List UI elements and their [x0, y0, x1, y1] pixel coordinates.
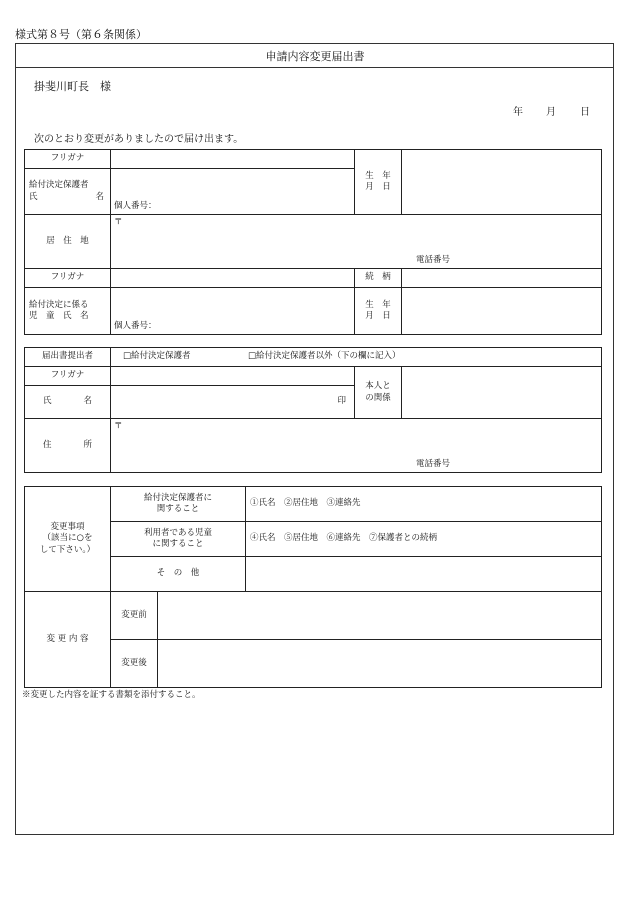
change-table: [24, 486, 602, 688]
submitter-address-input[interactable]: [111, 419, 602, 473]
relation-input[interactable]: [402, 269, 602, 288]
child-personal-number-label: 個人番号：: [114, 320, 157, 331]
postal-mark: 〒: [114, 217, 123, 227]
submitter-postal-mark: 〒: [114, 421, 123, 431]
submitter-address-label: 住 所: [25, 419, 111, 473]
furigana-input[interactable]: [111, 150, 355, 169]
relationship-label: 本人と の関係: [355, 367, 402, 419]
child-furigana-input[interactable]: [111, 269, 355, 288]
submitter-furigana-label: フリガナ: [25, 367, 111, 386]
address-label: 居 住 地: [25, 215, 111, 269]
date-month[interactable]: 月: [546, 107, 556, 118]
other-change-label: そ の 他: [111, 557, 246, 592]
guardian-name-input[interactable]: [111, 169, 355, 215]
other-change-input[interactable]: [246, 557, 602, 592]
after-label: 変更後: [111, 640, 158, 688]
seal-mark: 印: [337, 396, 346, 407]
birthdate-input[interactable]: [402, 150, 602, 215]
change-content-label: 変 更 内 容: [25, 592, 111, 688]
child-change-label: 利用者である児童 に関すること: [111, 522, 246, 557]
submitter-name-input[interactable]: [111, 386, 355, 419]
guardian-change-options[interactable]: ①氏名 ②居住地 ③連絡先: [246, 487, 602, 522]
submitter-phone-label: 電話番号: [416, 458, 451, 469]
relation-label: 続 柄: [355, 269, 402, 288]
child-change-options[interactable]: ④氏名 ⑤居住地 ⑥連絡先 ⑦保護者との続柄: [246, 522, 602, 557]
page-title: 申請内容変更届出書: [265, 50, 365, 63]
child-birthdate-input[interactable]: [402, 288, 602, 335]
submitter-options: [111, 348, 602, 367]
before-label: 変更前: [111, 592, 158, 640]
form-number: 様式第８号（第６条関係）: [15, 28, 147, 41]
submitter-table: [24, 347, 602, 473]
personal-number-label: 個人番号：: [114, 200, 157, 211]
guardian-change-label: 給付決定保護者に 関すること: [111, 487, 246, 522]
submitter-furigana-input[interactable]: [111, 367, 355, 386]
option-guardian-checkbox[interactable]: □給付決定保護者: [123, 351, 191, 362]
date-day[interactable]: 日: [580, 107, 590, 118]
attachment-note: ※変更した内容を証する書類を添付すること。: [22, 690, 201, 700]
after-input[interactable]: [158, 640, 602, 688]
title-divider: [16, 67, 613, 68]
furigana-label: フリガナ: [25, 150, 111, 169]
submitter-name-label: 氏 名: [25, 386, 111, 419]
birthdate-label: 生 年 月 日: [355, 150, 402, 215]
guardian-name-label: 給付決定保護者 氏 名: [25, 169, 111, 215]
date-year[interactable]: 年: [513, 107, 523, 118]
option-other-checkbox[interactable]: □給付決定保護者以外（下の欄に記入）: [247, 351, 401, 362]
intro-text: 次のとおり変更がありましたので届け出ます。: [34, 134, 244, 145]
child-name-input[interactable]: [111, 288, 355, 335]
child-birthdate-label: 生 年 月 日: [355, 288, 402, 335]
submitter-label: 届出書提出者: [25, 348, 111, 367]
change-items-label: 変更事項 （該当に○を して下さい。）: [25, 487, 111, 592]
before-input[interactable]: [158, 592, 602, 640]
address-input[interactable]: [111, 215, 602, 269]
child-furigana-label: フリガナ: [25, 269, 111, 288]
applicant-table: [24, 149, 602, 335]
phone-label: 電話番号: [416, 254, 451, 265]
relationship-input[interactable]: [402, 367, 602, 419]
child-name-label: 給付決定に係る 児 童 氏 名: [25, 288, 111, 335]
addressee: 掛斐川町長 様: [34, 80, 111, 93]
